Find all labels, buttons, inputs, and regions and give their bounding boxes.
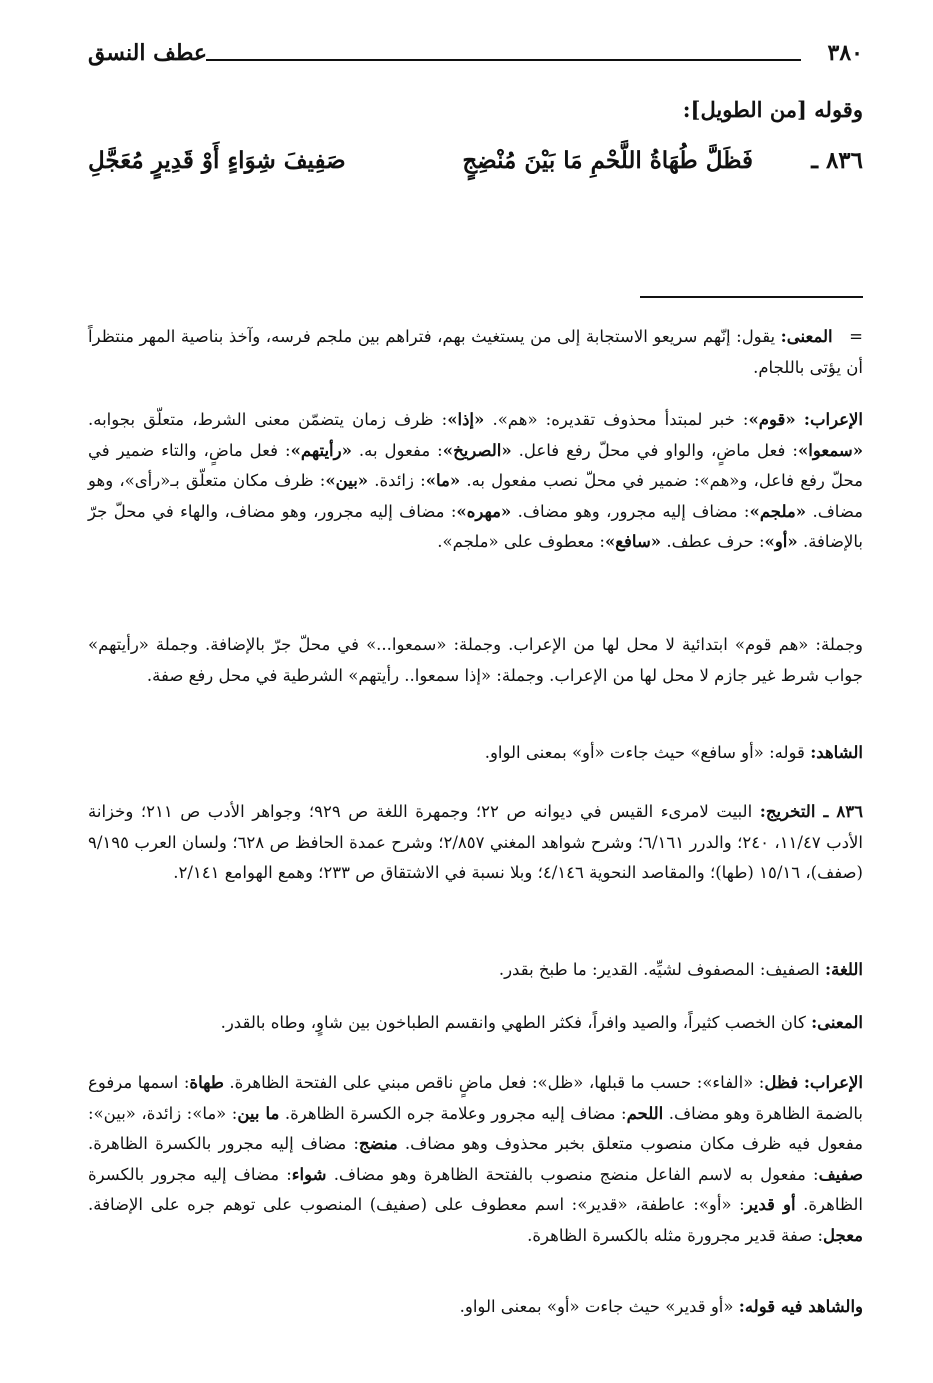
evidence-section [88, 1292, 863, 1323]
evidence-text: قوله: «أو سافع» حيث جاءت «أو» بمعنى الواو. [484, 743, 805, 762]
evidence2-label: والشاهد فيه قوله: [738, 1297, 863, 1316]
lexicon-text: الصفيف: المصفوف لشيِّه. القدير: ما طبخ بقدر. [498, 960, 820, 979]
parsing-note: : صفة قدير مجرورة مثله بالكسرة الظاهرة. [527, 1225, 824, 1245]
parsed-term: «سافع» [604, 532, 662, 551]
parsed-term: «ملجم» [749, 501, 807, 521]
parsed-term: «سمعوا» [797, 440, 864, 460]
meaning-text: يقول: إنّهم سريعو الاستجابة إلى من يستغيث بهم، فتراهم بين ملجم فرسه، وآخذ بناصية المهر منتظراً أن يؤتى باللجام. [88, 327, 863, 377]
parsing-note: : معطوف على «ملجم». [437, 532, 605, 551]
page-header [88, 40, 863, 74]
parsed-term: أو قدير [744, 1195, 796, 1214]
parsed-term: اللحم [626, 1103, 664, 1123]
parsing2-text [88, 1073, 863, 1245]
lexicon-section [88, 955, 863, 986]
verse-second-hemistich: صَفِيفَ شِوَاءٍ أَوْ قَدِيرٍ مُعَجَّلِ [88, 147, 346, 174]
verse-number: ٨٣٦ ـ [811, 147, 863, 174]
parsing-note: : خبر لمبتدأ محذوف تقديره: «هم». [484, 410, 749, 429]
running-title: عطف النسق [88, 40, 208, 66]
parsing2-label: الإعراب: [803, 1073, 863, 1092]
footnote-separator [640, 296, 863, 298]
parsed-term: «بين» [325, 471, 369, 490]
footnote-parsing [88, 405, 863, 558]
meaning-section [88, 1008, 863, 1039]
parsing-text [88, 410, 863, 551]
clauses-text: وجملة: «هم قوم» ابتدائية لا محل لها من الإعراب. وجملة: «سمعوا...» في محلّ جرّ بالإضافة. وجملة «رأيتهم» جواب شرط غير جازم لا محل لها من الإعراب. وجملة: «إذا سمعوا.. رأيتهم» الشرطية في محل رفع صفة. [88, 635, 863, 685]
parsed-term: «مهره» [456, 501, 512, 521]
parsed-term: طهاة [189, 1073, 224, 1092]
header-rule [206, 59, 801, 61]
parsing-note: : مضاف إليه مجرور، وهو مضاف. [511, 501, 750, 521]
parsing-label: الإعراب: [803, 410, 864, 429]
parsing-note: : مفعول به. [351, 440, 443, 460]
parsing-section [88, 1068, 863, 1251]
parsed-term: ما بين [237, 1103, 280, 1123]
parsing-note: : مضاف إليه مجرور بالكسرة الظاهرة. [88, 1134, 359, 1153]
parsing-note: : اسمها مرفوع بالضمة الظاهرة وهو مضاف. [88, 1073, 863, 1123]
parsing-note: : ظرف زمان يتضمّن معنى الشرط، متعلّق بجوابه. [88, 410, 448, 429]
parsing-note: : فعل ماضٍ، والتاء ضمير في محلّ رفع فاعل، و«هم»: ضمير في محلّ نصب مفعول به. [88, 440, 863, 490]
parsed-term: شواء [291, 1164, 327, 1184]
takhrij-label: ٨٣٦ ـ التخريج: [759, 802, 863, 821]
lexicon-label: اللغة: [825, 960, 863, 979]
parsed-term: معجل [823, 1225, 863, 1245]
takhrij-section [88, 797, 863, 889]
parsing-note: : «أو»: عاطفة، «قدير»: اسم معطوف على (صفيف) المنصوب على توهم جره على الإضافة. [88, 1195, 745, 1214]
parsed-term: «أو» [764, 532, 798, 551]
parsing-note: : «ما»: زائدة، «بين»: مفعول فيه ظرف مكان منصوب متعلق بخبر محذوف وهو مضاف. [88, 1103, 863, 1153]
evidence2-text: «أو قدير» حيث جاءت «أو» بمعنى الواو. [459, 1297, 734, 1316]
parsed-term: «إذا» [447, 410, 485, 429]
meaning2-text: كان الخصب كثيراً، والصيد وافراً، فكثر الطهي وانقسم الطباخون بين شاوٍ، وطاه بالقدر. [220, 1013, 806, 1032]
parsing-note: : ظرف مكان متعلّق بـ«رأى»، وهو مضاف. [88, 471, 863, 521]
poem-verse [88, 147, 863, 197]
evidence-label: الشاهد: [810, 743, 863, 762]
parsing-note: : مضاف إليه مجرور، وهو مضاف، والهاء في محلّ جرّ بالإضافة. [88, 501, 863, 551]
takhrij-text: البيت لامرىء القيس في ديوانه ص ٢٢؛ وجمهرة اللغة ص ٩٢٩؛ وجواهر الأدب ص ٢١١؛ وخزانة الأدب ١١/٤٧، ٢٤٠؛ والدرر ٦/١٦١؛ وشرح شواهد المغني ٢/٨٥٧؛ وشرح عمدة الحافظ ص ٦٢٨؛ ولسان العرب ٩/١٩٥ (صفف)، ١٥/١٦ (طها)؛ والمقاصد النحوية ٤/١٤٦؛ وبلا نسبة في الاشتقاق ص ٢٣٣؛ وهمع الهوامع ٢/١٤١. [88, 802, 863, 882]
parsed-term: «رأيتهم» [290, 440, 352, 460]
meaning-label: المعنى: [780, 327, 833, 346]
footnote-evidence [88, 738, 863, 769]
parsed-term: فظل [764, 1073, 799, 1092]
parsing-note: : حرف عطف. [661, 532, 765, 551]
parsed-term: «ما» [425, 471, 461, 490]
meaning2-label: المعنى: [811, 1013, 863, 1032]
parsed-term: منضج [358, 1134, 398, 1153]
verse-intro: وقوله [من الطويل]: [682, 97, 863, 122]
verse-first-hemistich: فَظَلَّ طُهَاةُ اللَّحْمِ مَا بَيْنَ مُنْضِجٍ [462, 147, 753, 174]
parsing-note: : فعل ماضٍ، والواو في محلّ رفع فاعل. [511, 440, 798, 460]
parsed-term: «قوم» [748, 410, 796, 429]
footnote-clauses [88, 630, 863, 691]
parsing-note: : زائدة. [368, 471, 426, 490]
parsing-note: : مضاف إليه مجرور بالكسرة الظاهرة. [88, 1164, 863, 1214]
continuation-mark: = [849, 327, 863, 346]
footnote-meaning [88, 322, 863, 383]
page-number: ٣٨٠ [827, 40, 863, 66]
parsing-note: : مفعول به لاسم الفاعل منضج منصوب بالفتحة الظاهرة وهو مضاف. [326, 1164, 819, 1184]
parsing-note: : «الفاء»: حسب ما قبلها، «ظل»: فعل ماضٍ ناقص مبني على الفتحة الظاهرة. [223, 1073, 765, 1092]
parsed-term: صفيف [818, 1164, 863, 1184]
parsing-note: : مضاف إليه مجرور وعلامة جره الكسرة الظاهرة. [279, 1103, 627, 1123]
parsed-term: «الصريخ» [442, 440, 512, 460]
